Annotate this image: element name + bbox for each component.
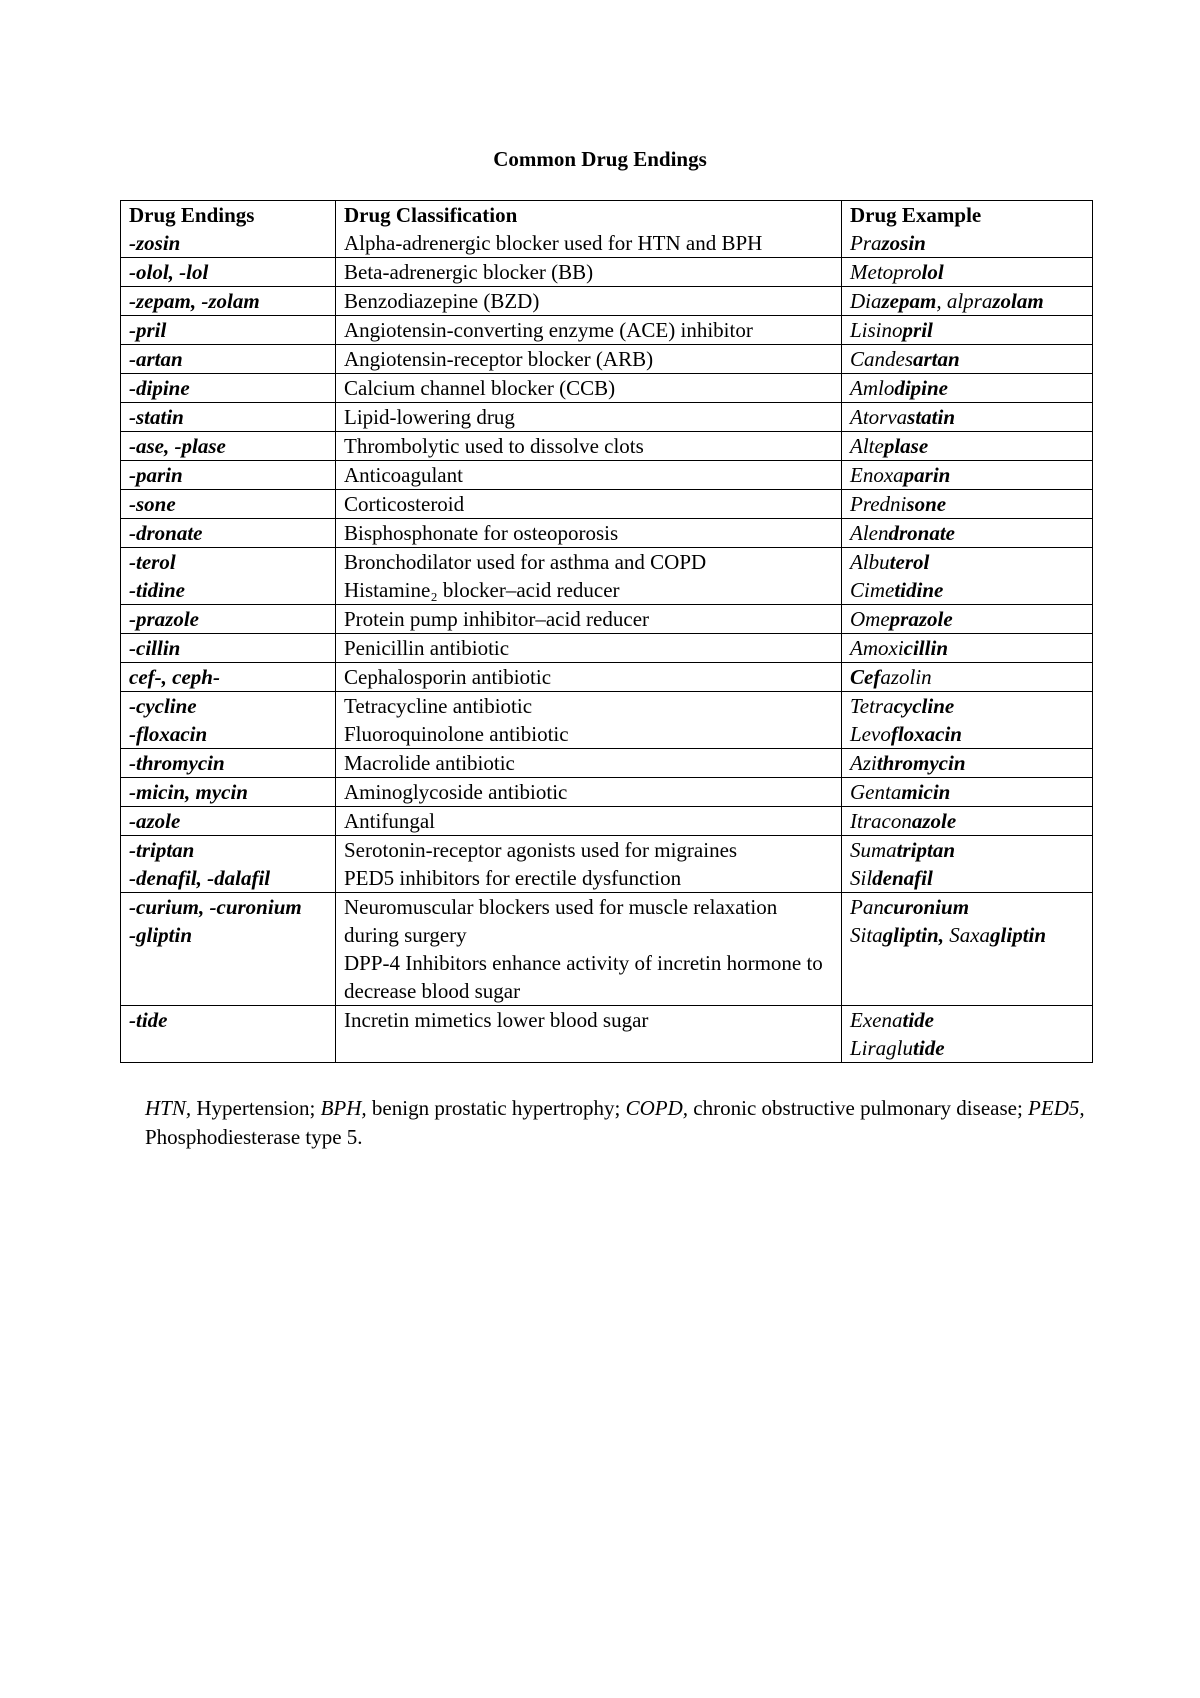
drug-ending: -azole — [129, 809, 181, 833]
drug-example-stem: Metopro — [850, 260, 922, 284]
drug-example-suffix: zolam — [992, 289, 1044, 313]
drug-example-suffix: cillin — [903, 636, 948, 660]
drug-example — [850, 605, 1084, 633]
drug-ending: -sone — [129, 492, 176, 516]
drug-example-suffix: sone — [906, 492, 947, 516]
drug-example-suffix: pril — [902, 318, 933, 342]
drug-example-suffix: micin — [901, 780, 951, 804]
drug-classification-cell — [336, 345, 842, 374]
drug-example-stem: Sil — [850, 866, 873, 890]
table-row — [121, 403, 1093, 432]
drug-example-suffix: dipine — [894, 376, 948, 400]
drug-classification: Calcium channel blocker (CCB) — [344, 376, 616, 400]
table-row — [121, 634, 1093, 663]
drug-classification-cell — [336, 1006, 842, 1063]
drug-example-cell — [842, 663, 1093, 692]
drug-ending: -thromycin — [129, 751, 225, 775]
drug-example-suffix: tide — [902, 1008, 934, 1032]
drug-example-stem: Cime — [850, 578, 895, 602]
drug-ending: -floxacin — [129, 722, 208, 746]
drug-classification: Benzodiazepine (BZD) — [344, 289, 540, 313]
drug-ending-cell — [121, 893, 336, 1006]
drug-example — [850, 1034, 1084, 1062]
table-row — [121, 807, 1093, 836]
footnote-text: Phosphodiesterase type 5. — [145, 1125, 363, 1149]
drug-example-suffix: cycline — [893, 694, 955, 718]
drug-example-stem: Enoxa — [850, 463, 904, 487]
drug-example — [850, 287, 1084, 315]
drug-example-cell — [842, 287, 1093, 316]
table-body — [121, 201, 1093, 1063]
table-footnote — [145, 1094, 1090, 1152]
drug-example-stem: Pan — [850, 895, 884, 919]
drug-example-cell — [842, 749, 1093, 778]
drug-example — [850, 720, 1084, 748]
drug-example-suffix: prazole — [889, 607, 953, 631]
drug-ending-cell — [121, 836, 336, 893]
drug-ending-cell — [121, 461, 336, 490]
drug-example-cell — [842, 692, 1093, 749]
drug-classification-cell — [336, 432, 842, 461]
drug-example-suffix: dronate — [888, 521, 955, 545]
drug-classification-cell — [336, 749, 842, 778]
footnote-abbreviation: BPH, — [320, 1096, 367, 1120]
drug-ending-cell — [121, 432, 336, 461]
drug-ending-cell — [121, 374, 336, 403]
header-drug-endings: Drug Endings — [121, 201, 336, 230]
drug-example-stem: Saxa — [943, 923, 991, 947]
drug-example-stem: Azi — [850, 751, 877, 775]
drug-example-suffix: tidine — [894, 578, 944, 602]
drug-example-stem: Candes — [850, 347, 913, 371]
drug-example-suffix: azole — [911, 809, 957, 833]
drug-example-cell — [842, 634, 1093, 663]
drug-example — [850, 432, 1084, 460]
drug-example — [850, 634, 1084, 662]
drug-classification-cell — [336, 519, 842, 548]
drug-example-suffix: lol — [921, 260, 944, 284]
drug-example-stem: azolin — [880, 665, 932, 689]
footnote-abbreviation: COPD, — [625, 1096, 689, 1120]
table-row — [121, 893, 1093, 1006]
drug-example-stem: Amoxi — [850, 636, 904, 660]
drug-example-suffix: floxacin — [890, 722, 962, 746]
drug-ending: -pril — [129, 318, 167, 342]
drug-classification-cell — [336, 663, 842, 692]
drug-example-stem: Alte — [850, 434, 884, 458]
drug-example — [850, 836, 1084, 864]
table-row — [121, 287, 1093, 316]
drug-example-stem: , alpra — [936, 289, 993, 313]
drug-example — [850, 663, 1084, 691]
table-row — [121, 778, 1093, 807]
drug-endings-table — [120, 200, 1093, 1063]
drug-example-suffix: parin — [903, 463, 951, 487]
drug-classification-cell — [336, 548, 842, 605]
drug-ending-cell — [121, 1006, 336, 1063]
drug-classification-cell — [336, 374, 842, 403]
table-row — [121, 229, 1093, 258]
drug-example-cell — [842, 345, 1093, 374]
drug-ending: -statin — [129, 405, 184, 429]
drug-example-cell — [842, 403, 1093, 432]
drug-example — [850, 548, 1084, 576]
drug-ending-cell — [121, 749, 336, 778]
drug-example — [850, 345, 1084, 373]
drug-classification: Serotonin-receptor agonists used for migraines — [344, 838, 738, 862]
drug-ending: -cillin — [129, 636, 181, 660]
drug-example-cell — [842, 893, 1093, 1006]
drug-ending-cell — [121, 605, 336, 634]
drug-example-stem: Itracon — [850, 809, 912, 833]
drug-classification-cell — [336, 316, 842, 345]
drug-example-stem: Genta — [850, 780, 902, 804]
header-drug-classification: Drug Classification — [336, 201, 842, 230]
drug-classification-cell — [336, 461, 842, 490]
drug-ending: -curium, -curonium — [129, 895, 302, 919]
table-row — [121, 836, 1093, 893]
drug-ending-cell — [121, 807, 336, 836]
footnote-text: Hypertension; — [191, 1096, 321, 1120]
drug-example — [850, 692, 1084, 720]
drug-example-suffix: gliptin — [990, 923, 1047, 947]
table-row — [121, 548, 1093, 605]
drug-example-suffix: curonium — [883, 895, 970, 919]
drug-example-suffix: plase — [883, 434, 929, 458]
drug-example-stem: Sita — [850, 923, 883, 947]
drug-ending: -micin, mycin — [129, 780, 248, 804]
drug-classification-cell — [336, 403, 842, 432]
drug-classification-cell — [336, 634, 842, 663]
drug-classification-cell — [336, 287, 842, 316]
drug-classification-cell — [336, 807, 842, 836]
drug-ending: -prazole — [129, 607, 199, 631]
drug-example-cell — [842, 461, 1093, 490]
drug-example-stem: Dia — [850, 289, 882, 313]
drug-example-stem: Predni — [850, 492, 907, 516]
drug-example — [850, 749, 1084, 777]
drug-ending: cef-, ceph- — [129, 665, 220, 689]
drug-example-stem: Exena — [850, 1008, 903, 1032]
drug-ending: -zepam, -zolam — [129, 289, 260, 313]
drug-classification: Angiotensin-receptor blocker (ARB) — [344, 347, 654, 371]
footnote-text: benign prostatic hypertrophy; — [366, 1096, 626, 1120]
drug-example-stem: Atorva — [850, 405, 908, 429]
drug-ending: -gliptin — [129, 923, 193, 947]
drug-classification: Alpha-adrenergic blocker used for HTN and BPH — [344, 231, 763, 255]
drug-ending-cell — [121, 778, 336, 807]
table-row — [121, 432, 1093, 461]
drug-example-cell — [842, 548, 1093, 605]
drug-example-cell — [842, 490, 1093, 519]
drug-classification: Lipid-lowering drug — [344, 405, 515, 429]
drug-example — [850, 461, 1084, 489]
drug-example-suffix: tide — [913, 1036, 945, 1060]
drug-example — [850, 921, 1084, 949]
drug-example-suffix: denafil — [872, 866, 933, 890]
drug-example — [850, 316, 1084, 344]
drug-classification: Aminoglycoside antibiotic — [344, 780, 568, 804]
header-drug-example: Drug Example — [842, 201, 1093, 230]
drug-classification: Bronchodilator used for asthma and COPD — [344, 550, 707, 574]
drug-ending: -ase, -plase — [129, 434, 226, 458]
footnote-abbreviation: PED5, — [1028, 1096, 1085, 1120]
drug-example-suffix: zepam — [881, 289, 937, 313]
drug-ending: -parin — [129, 463, 183, 487]
drug-ending-cell — [121, 287, 336, 316]
drug-ending-cell — [121, 548, 336, 605]
drug-example — [850, 519, 1084, 547]
drug-ending: -tide — [129, 1008, 168, 1032]
drug-classification: Anticoagulant — [344, 463, 463, 487]
drug-classification: Thrombolytic used to dissolve clots — [344, 434, 644, 458]
drug-ending: -dipine — [129, 376, 190, 400]
drug-example-stem: Suma — [850, 838, 897, 862]
drug-ending-cell — [121, 229, 336, 258]
drug-example-cell — [842, 836, 1093, 893]
drug-ending-cell — [121, 692, 336, 749]
drug-example — [850, 374, 1084, 402]
drug-example-cell — [842, 374, 1093, 403]
table-header-row — [121, 201, 1093, 230]
drug-example-cell — [842, 258, 1093, 287]
drug-example — [850, 778, 1084, 806]
drug-example-suffix: artan — [913, 347, 960, 371]
drug-classification: Bisphosphonate for osteoporosis — [344, 521, 619, 545]
drug-classification-cell — [336, 605, 842, 634]
drug-example-cell — [842, 432, 1093, 461]
drug-ending: -cycline — [129, 694, 197, 718]
drug-classification: Cephalosporin antibiotic — [344, 665, 552, 689]
drug-example — [850, 576, 1084, 604]
drug-classification: Angiotensin-converting enzyme (ACE) inhibitor — [344, 318, 753, 342]
drug-classification: PED5 inhibitors for erectile dysfunction — [344, 866, 682, 890]
drug-example — [850, 864, 1084, 892]
table-row — [121, 692, 1093, 749]
drug-example — [850, 229, 1084, 257]
drug-classification-cell — [336, 229, 842, 258]
drug-ending-cell — [121, 316, 336, 345]
drug-example-suffix: zosin — [881, 231, 926, 255]
drug-ending: -triptan — [129, 838, 195, 862]
drug-classification: Incretin mimetics lower blood sugar — [344, 1008, 649, 1032]
document-title: Common Drug Endings — [493, 147, 707, 171]
table-row — [121, 461, 1093, 490]
drug-example-suffix: statin — [907, 405, 956, 429]
drug-example-cell — [842, 605, 1093, 634]
drug-ending-cell — [121, 663, 336, 692]
drug-classification-cell — [336, 893, 842, 1006]
drug-example — [850, 893, 1084, 921]
drug-classification: Penicillin antibiotic — [344, 636, 510, 660]
drug-example-stem: Alen — [850, 521, 889, 545]
drug-example-stem: Lisino — [850, 318, 903, 342]
drug-classification-cell — [336, 778, 842, 807]
drug-ending-cell — [121, 490, 336, 519]
drug-ending: -terol — [129, 550, 176, 574]
drug-example-stem: Pra — [850, 231, 882, 255]
drug-example-cell — [842, 1006, 1093, 1063]
table-row — [121, 345, 1093, 374]
drug-example-suffix: terol — [889, 550, 930, 574]
drug-ending: -dronate — [129, 521, 203, 545]
drug-ending: -zosin — [129, 231, 181, 255]
drug-example-cell — [842, 229, 1093, 258]
drug-example-cell — [842, 316, 1093, 345]
drug-classification: Beta-adrenergic blocker (BB) — [344, 260, 594, 284]
drug-example — [850, 807, 1084, 835]
drug-example — [850, 1006, 1084, 1034]
drug-ending-cell — [121, 258, 336, 287]
drug-classification: Histamine₂ blocker–acid reducer — [344, 578, 620, 602]
table-row — [121, 258, 1093, 287]
drug-example-suffix: gliptin, — [882, 923, 944, 947]
drug-example-suffix: thromycin — [876, 751, 966, 775]
drug-ending: -tidine — [129, 578, 185, 602]
drug-example-stem: Tetra — [850, 694, 894, 718]
table-row — [121, 316, 1093, 345]
drug-classification: Corticosteroid — [344, 492, 465, 516]
table-row — [121, 663, 1093, 692]
drug-example-suffix: triptan — [896, 838, 956, 862]
drug-classification-cell — [336, 258, 842, 287]
drug-classification: Macrolide antibiotic — [344, 751, 515, 775]
drug-example — [850, 403, 1084, 431]
drug-example-cell — [842, 807, 1093, 836]
drug-classification: Fluoroquinolone antibiotic — [344, 722, 569, 746]
drug-ending-cell — [121, 634, 336, 663]
drug-classification-cell — [336, 692, 842, 749]
drug-ending: -olol, -lol — [129, 260, 209, 284]
drug-classification: Neuromuscular blockers used for muscle relaxation during surgery — [344, 895, 778, 947]
drug-example-stem: Albu — [850, 550, 890, 574]
footnote-text: chronic obstructive pulmonary disease; — [688, 1096, 1029, 1120]
drug-example-suffix: Cef — [850, 665, 881, 689]
table-row — [121, 1006, 1093, 1063]
drug-example-stem: Ome — [850, 607, 890, 631]
drug-example-stem: Levo — [850, 722, 891, 746]
drug-example-stem: Amlo — [850, 376, 895, 400]
drug-classification-cell — [336, 490, 842, 519]
drug-classification: Antifungal — [344, 809, 435, 833]
drug-example — [850, 490, 1084, 518]
table-row — [121, 519, 1093, 548]
drug-classification-cell — [336, 836, 842, 893]
table-row — [121, 374, 1093, 403]
drug-ending-cell — [121, 519, 336, 548]
drug-classification: Tetracycline antibiotic — [344, 694, 533, 718]
table-row — [121, 749, 1093, 778]
drug-example-cell — [842, 519, 1093, 548]
drug-ending-cell — [121, 403, 336, 432]
drug-ending: -denafil, -dalafil — [129, 866, 271, 890]
drug-ending: -artan — [129, 347, 183, 371]
footnote-abbreviation: HTN, — [145, 1096, 192, 1120]
table-row — [121, 490, 1093, 519]
table-row — [121, 605, 1093, 634]
drug-classification: DPP-4 Inhibitors enhance activity of incretin hormone to decrease blood sugar — [344, 951, 823, 1003]
drug-example-stem: Liraglu — [850, 1036, 914, 1060]
drug-classification: Protein pump inhibitor–acid reducer — [344, 607, 650, 631]
drug-example — [850, 258, 1084, 286]
drug-ending-cell — [121, 345, 336, 374]
drug-example-cell — [842, 778, 1093, 807]
